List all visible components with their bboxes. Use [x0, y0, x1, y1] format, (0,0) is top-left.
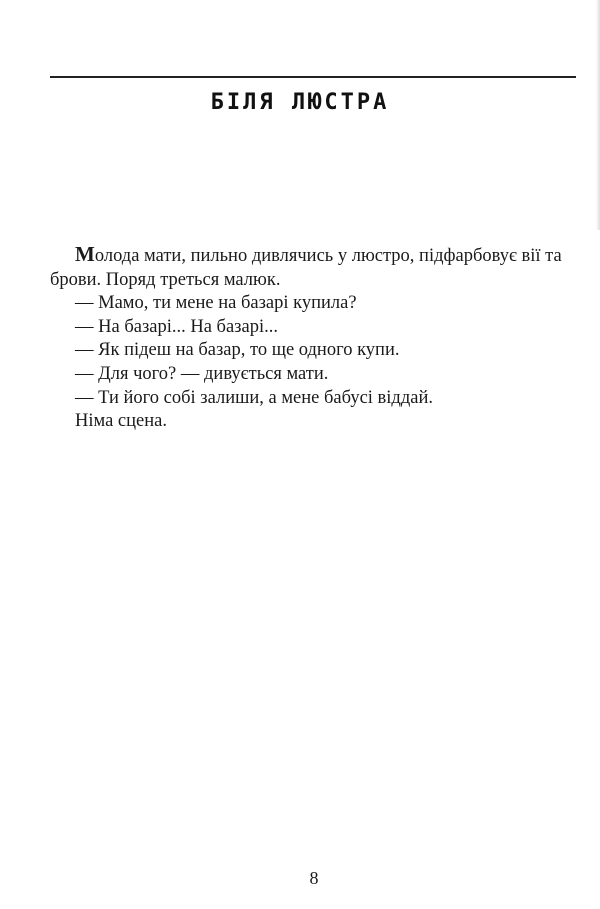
dialogue-line: — Для чого? — дивується мати. [75, 363, 329, 384]
story-body [50, 243, 580, 434]
dialogue-line: — Мамо, ти мене на базарі купила? [75, 293, 357, 314]
header-rule [50, 76, 576, 78]
closing-line: Німа сцена. [75, 411, 167, 432]
paragraph-text: олода мати, пильно дивлячись у люстро, підфарбовує вії та [94, 246, 562, 266]
chapter-title: БІЛЯ ЛЮСТРА [210, 90, 390, 115]
dialogue-line: — Як підеш на базар, то ще одного купи. [75, 340, 400, 361]
paragraph-line: брови. Поряд треться малюк. [50, 269, 281, 290]
paragraph-line [50, 243, 580, 269]
drop-cap: М [75, 242, 95, 266]
page-number: 8 [309, 868, 319, 888]
dialogue-line: — На базарі... На базарі... [75, 316, 278, 337]
dialogue-line: — Ти його собі залиши, а мене бабусі віддай. [75, 387, 433, 408]
page-edge-shadow [596, 0, 600, 230]
